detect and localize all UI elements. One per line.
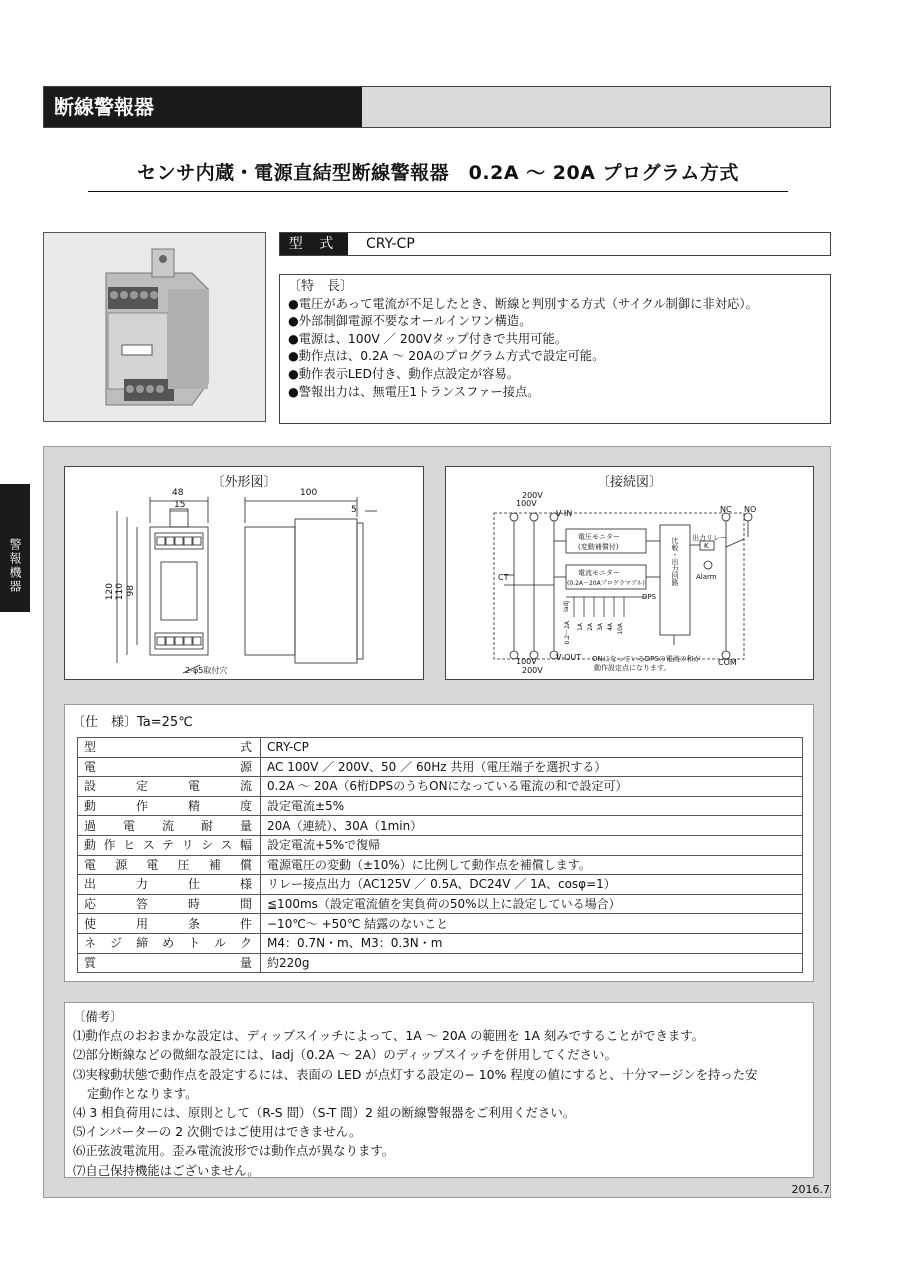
spec-value: 20A（連続）、30A（1min） [261,816,803,836]
spec-key: 設定電流 [78,777,261,797]
table-row [78,875,803,895]
dim-110: 110 [115,583,125,601]
feature-item: ●電源は、100V ／ 200Vタップ付きで共用可能。 [288,331,568,346]
spec-key: 型式 [78,738,261,758]
wire-b200: 200V [522,666,543,675]
spec-key: 使用条件 [78,914,261,934]
note-item: ⑶実稼動状態で動作点を設定するには、表面の LED が点灯する設定の− 10% 程度の値にすると、十分マージンを持った安 [73,1066,758,1082]
spec-key: 質量 [78,953,261,973]
spec-key: 電源 [78,757,261,777]
note-item: ⑷ 3 相負荷用には、原則として（R-S 間）（S-T 間）2 組の断線警報器をご利用ください。 [73,1105,576,1121]
dim-5: 5 [351,505,357,515]
table-row [78,738,803,758]
wire-r02: 0.2～2A [564,621,571,645]
wire-note1: ONになっているDPSの電流の和が [592,655,701,663]
spec-value: CRY-CP [261,738,803,758]
wire-note2: 動作設定点になります。 [594,664,671,672]
spec-key: 応答時間 [78,894,261,914]
wire-com: COM [718,658,737,667]
wire-nc: NC [720,505,732,514]
spec-value: 約220g [261,953,803,973]
spec-key: 電源電圧補償 [78,855,261,875]
dim-100: 100 [300,488,318,498]
wire-cmp: 比較・出力回路 [671,537,679,586]
outline-title: 〔外形図〕 [211,475,277,490]
model-label: 型 式 [280,233,348,255]
spec-key: ネジ締めトルク [78,933,261,953]
features-title: 〔特 長〕 [288,279,354,294]
dim-15: 15 [174,500,186,510]
spec-value: AC 100V ／ 200V、50 ／ 60Hz 共用（電圧端子を選択する） [261,757,803,777]
spec-value: M4：0.7N・m、M3：0.3N・m [261,933,803,953]
category-header [43,86,831,128]
spec-key: 出力仕様 [78,875,261,895]
spec-value: −10℃～ +50℃ 結露のないこと [261,914,803,934]
spec-value: ≦100ms（設定電流値を実負荷の50%以上に設定している場合） [261,894,803,914]
product-photo [43,232,266,422]
wire-100v: 100V [516,499,537,508]
spec-key: 動作精度 [78,796,261,816]
category-title: 断線警報器 [44,87,362,127]
note-item: 定動作となります。 [87,1085,198,1101]
feature-item: ●警報出力は、無電圧1トランスファー接点。 [288,384,540,399]
table-row [78,933,803,953]
wire-r10: 10A [617,623,624,635]
notes-section [64,1002,814,1178]
spec-section [64,704,814,982]
table-row [78,777,803,797]
wire-r2: 2A [587,623,594,631]
wire-no: NO [744,505,757,514]
table-row [78,796,803,816]
spec-table [77,737,803,973]
wire-r3: 3A [597,623,604,631]
wire-200v: 200V [522,491,543,500]
table-row [78,914,803,934]
wire-relay: 出力リレー [692,534,727,542]
wire-b100: 100V [516,657,537,666]
wire-imon2: (0.2A～20Aプログラマブル) [567,580,645,587]
dim-48: 48 [172,488,184,498]
feature-item: ●動作点は、0.2A ～ 20Aのプログラム方式で設定可能。 [288,349,605,364]
model-box [279,232,831,256]
wire-k: K [704,542,709,550]
wiring-diagram [445,466,814,680]
wire-vin: V-IN [556,509,573,518]
feature-item: ●電圧があって電流が不足したとき、断線と判別する方式（サイクル制御に非対応）。 [288,296,758,311]
wire-alarm: Alarm [696,573,717,581]
note-item: ⑺自己保持機能はございません。 [73,1162,260,1178]
table-row [78,816,803,836]
page-title: センサ内蔵・電源直結型断線警報器 0.2A ～ 20A プログラム方式 [88,158,788,192]
spec-key: 動作ヒステリシス幅 [78,835,261,855]
outline-drawing-icon [65,467,423,679]
feature-item: ●動作表示LED付き、動作点設定が容易。 [288,366,520,381]
wire-imon: 電流モニター [578,569,620,577]
spec-value: 0.2A ～ 20A（6桁DPSのうちONになっている電流の和で設定可） [261,777,803,797]
wiring-title: 〔接続図〕 [596,475,662,490]
spec-value: 設定電流+5%で復帰 [261,835,803,855]
table-row [78,835,803,855]
wire-vmon: 電圧モニター [578,533,620,541]
table-row [78,953,803,973]
outline-diagram [64,466,424,680]
wire-r4: 4A [607,623,614,631]
dim-hole: 2-φ5取付穴 [185,666,228,675]
note-item: ⑸インバーターの 2 次側ではご使用はできません。 [73,1124,362,1140]
wire-r1: 1A [577,623,584,631]
dim-120: 120 [105,583,115,601]
notes-title: 〔備考〕 [73,1009,123,1024]
note-item: ⑹正弦波電流用。歪み電流波形では動作点が異なります。 [73,1143,395,1159]
dim-98: 98 [126,585,136,597]
spec-title: 〔仕 様〕Ta=25℃ [72,715,193,730]
spec-value: 設定電流±5% [261,796,803,816]
wire-vmon2: (変動補償付) [578,543,619,551]
publish-date: 2016.7 [791,1183,830,1196]
side-tab: 警報機器 [0,484,30,612]
wire-dps: DPS [642,593,657,601]
wire-ct: CT [498,573,509,582]
spec-key: 過電流耐量 [78,816,261,836]
spec-value: 電源電圧の変動（±10%）に比例して動作点を補償します。 [261,855,803,875]
note-item: ⑵部分断線などの微細な設定には、Iadj（0.2A ～ 2A）のディップスイッチを併用してください。 [73,1047,617,1063]
spec-value: リレー接点出力（AC125V ／ 0.5A、DC24V ／ 1A、cosφ=1） [261,875,803,895]
feature-item: ●外部制御電源不要なオールインワン構造。 [288,314,532,329]
product-image-icon [44,233,265,421]
features-box [279,274,831,424]
table-row [78,757,803,777]
note-item: ⑴動作点のおおまかな設定は、ディップスイッチによって、1A ～ 20A の範囲を 1A 刻みですることができます。 [73,1028,705,1044]
wire-vout: V-OUT [556,653,582,662]
table-row [78,855,803,875]
model-value: CRY-CP [366,236,415,252]
table-row [78,894,803,914]
wire-iadj: Iadj [563,601,570,612]
